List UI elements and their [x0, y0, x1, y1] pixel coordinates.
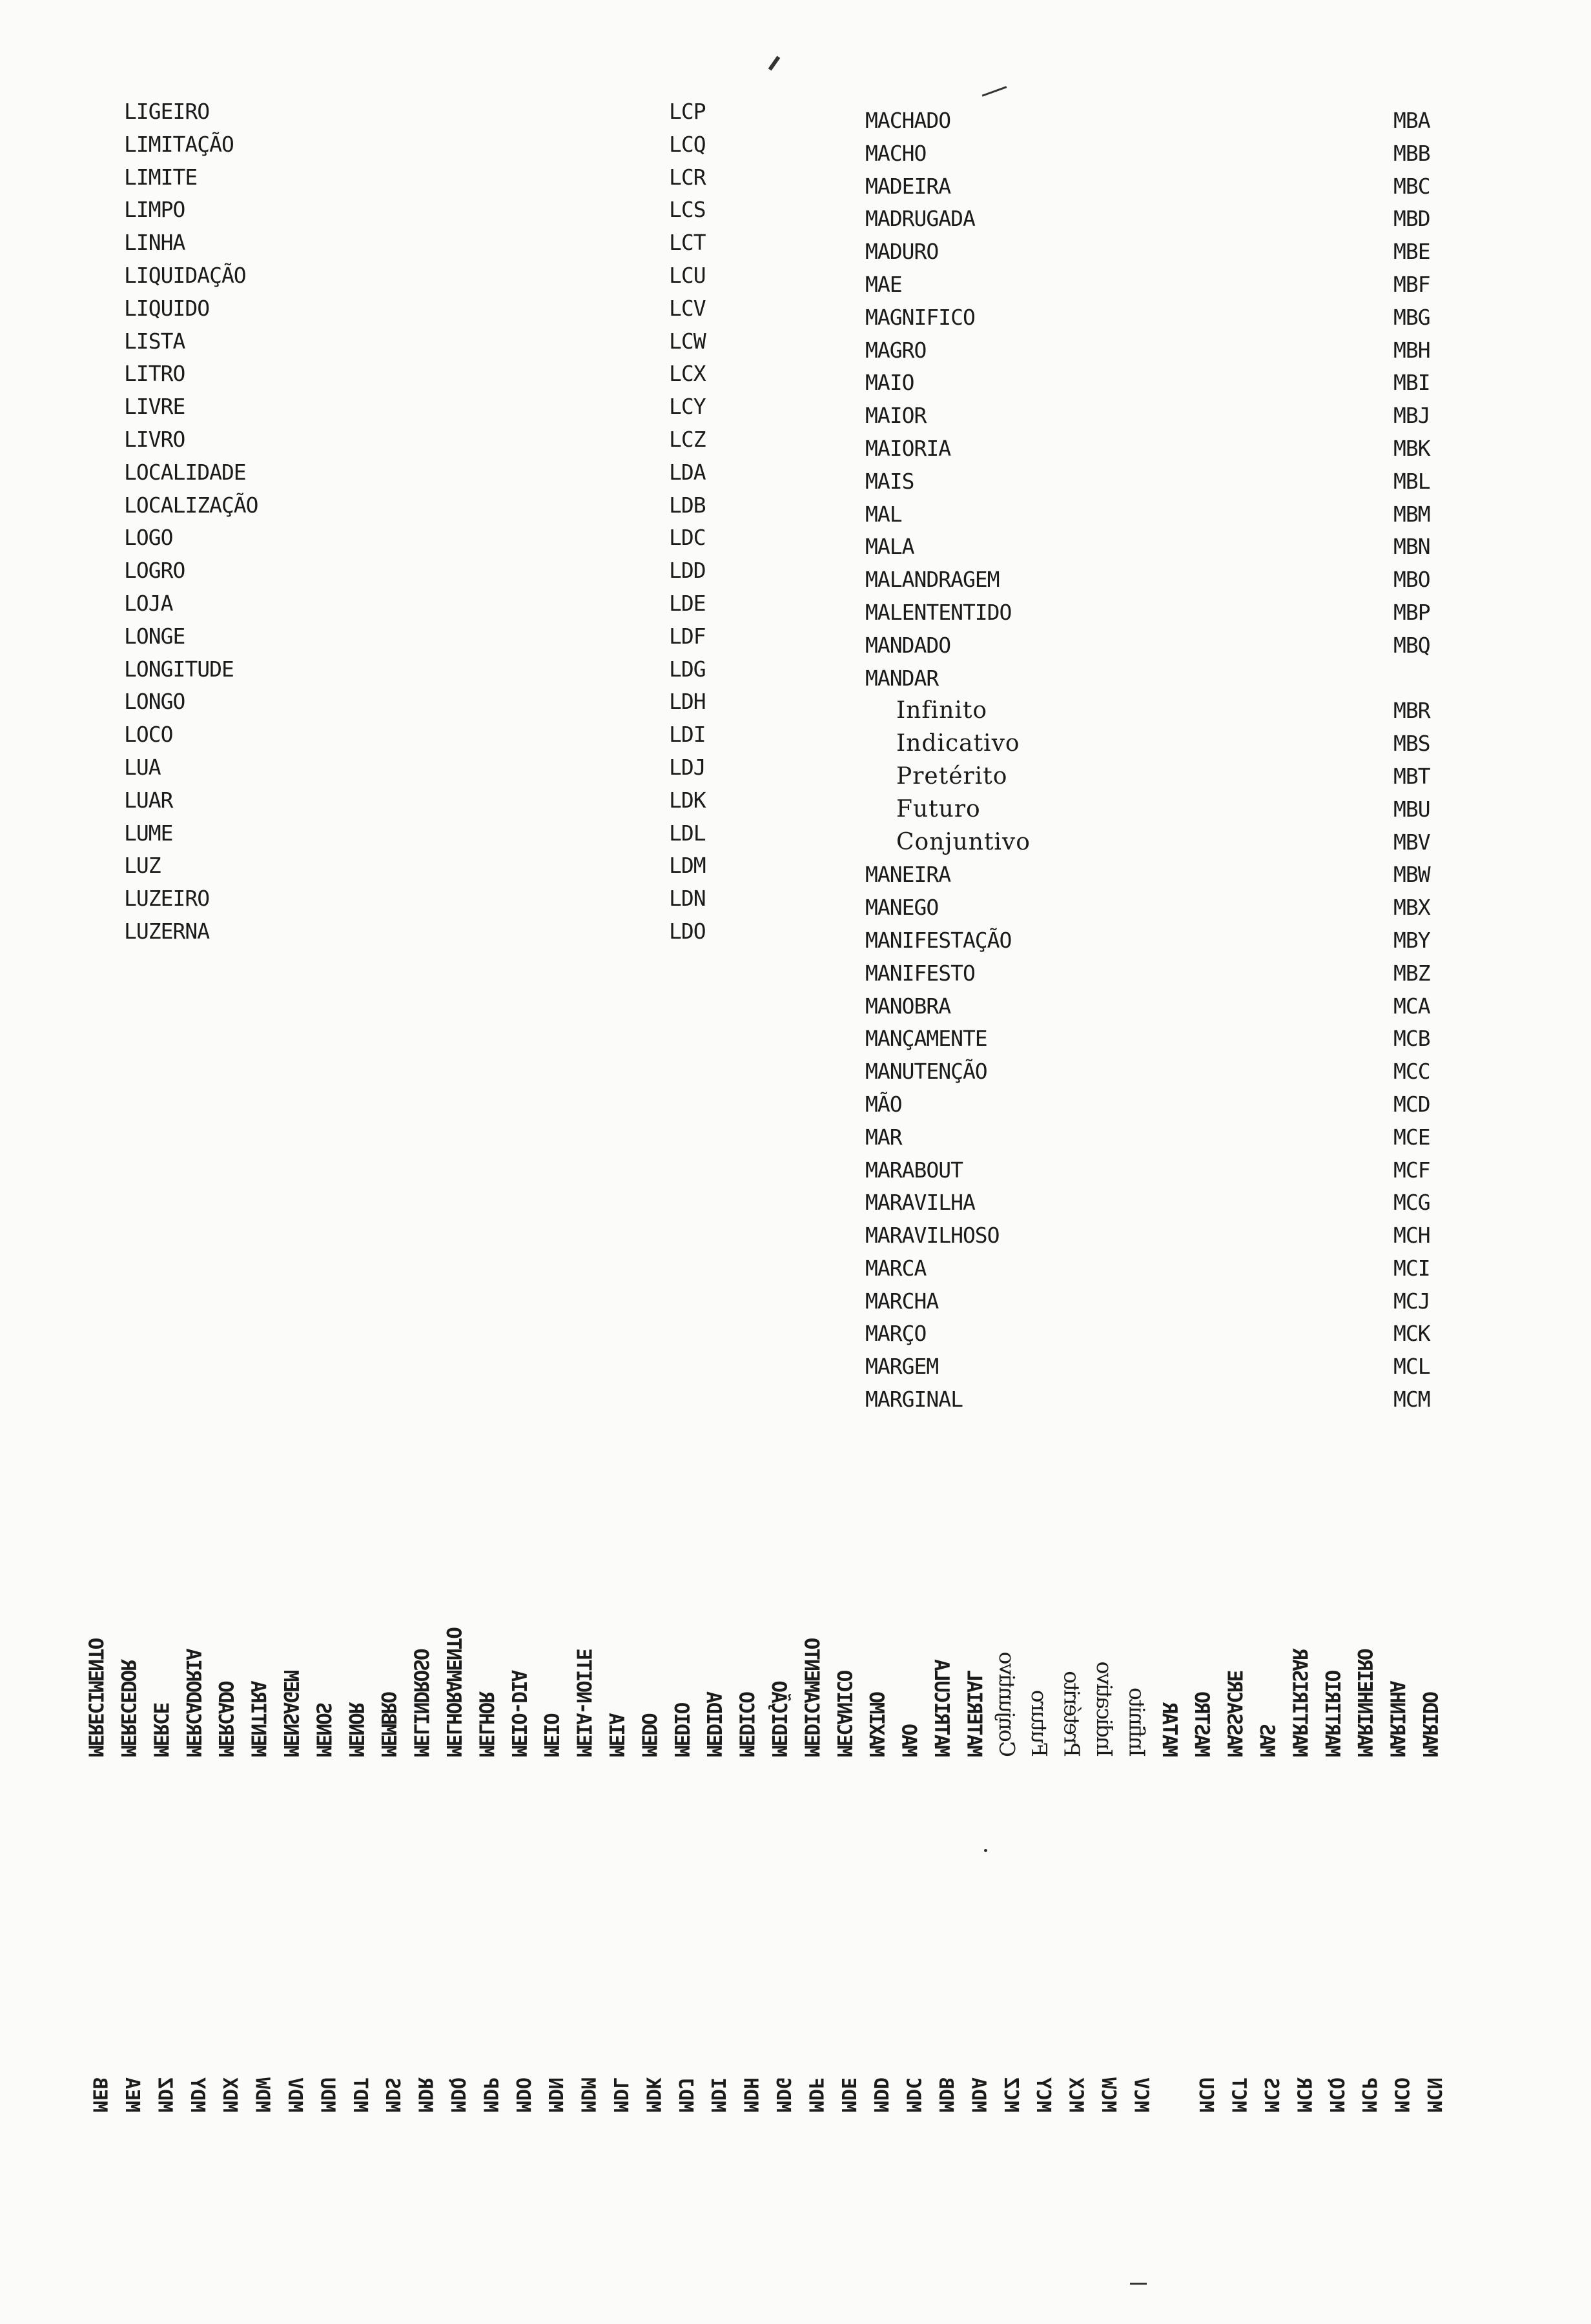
rotated-code-entry: MDS: [381, 2077, 404, 2113]
code-entry: MBL: [1393, 468, 1430, 494]
code-entry: MCB: [1393, 1026, 1430, 1052]
rotated-word-entry: Pretérito: [1059, 1672, 1085, 1757]
rotated-code-entry: MDU: [316, 2077, 339, 2113]
code-entry: LCX: [669, 361, 706, 387]
word-entry: LOCO: [124, 722, 173, 748]
code-entry: LDH: [669, 689, 706, 715]
code-entry: MCI: [1393, 1255, 1430, 1281]
rotated-word-entry: MELHORAMENTO: [442, 1628, 465, 1757]
word-entry: MARGEM: [865, 1354, 939, 1380]
word-entry: MARAVILHOSO: [865, 1223, 1000, 1249]
rotated-code-entry: MCR: [1292, 2077, 1315, 2113]
rotated-code-entry: MCS: [1260, 2077, 1282, 2113]
word-entry: MARGINAL: [865, 1387, 963, 1412]
code-entry: LDF: [669, 623, 706, 649]
word-entry: MANEIRA: [865, 862, 951, 888]
rotated-code-entry: MCW: [1097, 2077, 1120, 2113]
word-entry: LUZ: [124, 853, 161, 879]
code-entry: LDA: [669, 459, 706, 485]
word-entry: MAIO: [865, 370, 914, 396]
word-entry: LONGITUDE: [124, 656, 234, 682]
word-entry: MAE: [865, 271, 902, 297]
word-entry: MARÇO: [865, 1321, 927, 1347]
code-entry: MCG: [1393, 1190, 1430, 1216]
code-entry: LCY: [669, 394, 706, 420]
rotated-word-entry: Futuro: [1027, 1691, 1052, 1757]
code-entry: LCR: [669, 164, 706, 190]
rotated-code-entry: MCZ: [999, 2077, 1022, 2113]
code-entry: LCZ: [669, 426, 706, 452]
rotated-word-entry: MAXIMO: [865, 1693, 888, 1757]
rotated-code-entry: MCY: [1032, 2077, 1055, 2113]
word-entry: MAR: [865, 1124, 902, 1150]
rotated-word-entry: MEDIO: [669, 1703, 693, 1757]
code-entry: MBE: [1393, 239, 1430, 265]
code-entry: MBW: [1393, 862, 1430, 888]
word-entry: MANUTENÇÃO: [865, 1059, 987, 1085]
rotated-word-entry: MATERIAL: [962, 1671, 986, 1757]
rotated-code-entry: MCQ: [1324, 2077, 1348, 2113]
code-entry: MBP: [1393, 599, 1430, 625]
rotated-code-entry: MEB: [88, 2077, 111, 2113]
rotated-code-entry: MDT: [348, 2077, 371, 2113]
rotated-word-entry: MARINHA: [1385, 1682, 1409, 1757]
word-entry: LONGE: [124, 623, 185, 649]
rotated-word-entry: MEIO: [539, 1714, 563, 1757]
word-entry: MANEGO: [865, 895, 939, 921]
rotated-word-entry: MERCADO: [214, 1682, 238, 1757]
word-entry: Conjuntivo: [896, 828, 1031, 855]
right-code-column: [1393, 105, 1430, 1416]
scan-speck: [982, 86, 1007, 96]
code-entry: MCK: [1393, 1321, 1430, 1347]
word-entry: Pretérito: [896, 762, 1008, 790]
word-entry: MANIFESTAÇÃO: [865, 927, 1012, 953]
word-entry: LIQUIDAÇÃO: [124, 262, 246, 288]
code-entry: LDJ: [669, 754, 706, 780]
word-entry: MANIFESTO: [865, 960, 975, 986]
code-entry: MBG: [1393, 304, 1430, 330]
code-entry: MCH: [1393, 1223, 1430, 1249]
word-entry: MALENTENTIDO: [865, 599, 1012, 625]
rotated-code-entry: MDW: [251, 2077, 274, 2113]
rotated-word-entry: MARINHEIRO: [1353, 1649, 1377, 1757]
rotated-code-entry: MDX: [218, 2077, 241, 2113]
word-entry: MALA: [865, 534, 914, 560]
code-entry: MCL: [1393, 1354, 1430, 1380]
word-entry: MAIS: [865, 468, 914, 494]
word-entry: Indicativo: [896, 730, 1020, 757]
word-entry: LIQUIDO: [124, 295, 210, 321]
rotated-word-entry: MARIDO: [1418, 1693, 1441, 1757]
word-entry: LIVRE: [124, 394, 185, 420]
word-entry: MARCHA: [865, 1288, 939, 1314]
rotated-code-entry: MDI: [706, 2077, 730, 2113]
code-entry: LDM: [669, 853, 706, 879]
rotated-word-entry: MEDIDA: [702, 1693, 726, 1757]
rotated-code-entry: MDP: [478, 2077, 502, 2113]
rotated-word-entry: MAO: [897, 1725, 921, 1757]
rotated-code-entry: MDB: [934, 2077, 957, 2113]
left-word-column: [124, 96, 258, 948]
word-entry: LUZEIRO: [124, 886, 210, 912]
rotated-code-entry: MDH: [739, 2077, 762, 2113]
code-entry: MBI: [1393, 370, 1430, 396]
word-entry: LUME: [124, 820, 173, 846]
rotated-word-entry: MEIO-DIA: [506, 1671, 530, 1757]
rotated-code-entry: MCP: [1357, 2077, 1381, 2113]
rotated-code-entry: MCU: [1195, 2077, 1218, 2113]
rotated-code-entry: MDA: [967, 2077, 990, 2113]
word-entry: MADRUGADA: [865, 206, 975, 232]
word-entry: MARCA: [865, 1255, 927, 1281]
rotated-word-entry: MEIA-NOITE: [571, 1649, 595, 1757]
rotated-word-entry: MEDO: [637, 1714, 661, 1757]
code-entry: MBA: [1393, 108, 1430, 133]
scan-speck: [984, 1849, 987, 1852]
word-entry: MAGNIFICO: [865, 304, 975, 330]
code-entry: MCD: [1393, 1091, 1430, 1117]
word-entry: MAL: [865, 501, 902, 527]
rotated-code-entry: MDY: [185, 2077, 209, 2113]
rotated-code-entry: MDK: [641, 2077, 664, 2113]
word-entry: MACHADO: [865, 108, 951, 133]
rotated-word-entry: Conjuntivo: [994, 1653, 1020, 1757]
word-entry: LITRO: [124, 361, 185, 387]
code-entry: MCC: [1393, 1059, 1430, 1085]
word-entry: MANOBRA: [865, 993, 951, 1019]
code-entry: LDL: [669, 820, 706, 846]
code-entry: LDI: [669, 722, 706, 748]
rotated-code-entry: MDL: [609, 2077, 631, 2113]
code-entry: LDB: [669, 492, 706, 518]
code-entry: MCE: [1393, 1124, 1430, 1150]
code-entry: MBC: [1393, 173, 1430, 199]
word-entry: MANDAR: [865, 665, 939, 691]
left-code-column: [669, 96, 706, 948]
code-entry: LDO: [669, 918, 706, 944]
code-entry: LDN: [669, 886, 706, 912]
rotated-word-entry: MAS: [1255, 1725, 1278, 1757]
rotated-code-entry: MEA: [121, 2077, 143, 2113]
rotated-word-entry: MERCE: [149, 1703, 172, 1757]
code-entry: LCW: [669, 328, 706, 354]
code-entry: MCA: [1393, 993, 1430, 1019]
code-entry: MBN: [1393, 534, 1430, 560]
word-entry: MÃO: [865, 1091, 902, 1117]
word-entry: MARABOUT: [865, 1157, 963, 1183]
rotated-word-entry: MATAR: [1157, 1703, 1181, 1757]
word-entry: LOGRO: [124, 558, 185, 584]
rotated-word-entry: MEDICO: [734, 1693, 758, 1757]
rotated-code-entry: MDD: [869, 2077, 892, 2113]
rotated-word-entry: MERCADORIA: [181, 1649, 205, 1757]
code-entry: LCU: [669, 262, 706, 288]
code-entry: LCP: [669, 99, 706, 124]
word-entry: LUZERNA: [124, 918, 210, 944]
rotated-code-entry: MDZ: [153, 2077, 176, 2113]
rotated-word-entry: MEIA: [604, 1714, 628, 1757]
rotated-code-entry: MCN: [1422, 2077, 1445, 2113]
rotated-code-entry: MCT: [1227, 2077, 1250, 2113]
rotated-code-entry: MDE: [836, 2077, 859, 2113]
word-entry: LIGEIRO: [124, 99, 210, 124]
code-entry: MBY: [1393, 927, 1430, 953]
code-entry: MBZ: [1393, 960, 1430, 986]
right-word-column: [865, 105, 1031, 1416]
word-entry: LOJA: [124, 590, 173, 616]
word-entry: LIMPO: [124, 197, 185, 223]
rotated-code-entry: MCX: [1064, 2077, 1087, 2113]
rotated-code-entry: MDR: [413, 2077, 436, 2113]
code-entry: LCS: [669, 197, 706, 223]
code-entry: LDK: [669, 787, 706, 813]
code-entry: LCV: [669, 295, 706, 321]
code-entry: LCT: [669, 230, 706, 256]
code-entry: MCF: [1393, 1157, 1430, 1183]
rotated-word-entry: MATRICULA: [930, 1660, 953, 1757]
word-entry: LIMITE: [124, 164, 198, 190]
word-entry: MACHO: [865, 140, 927, 166]
rotated-word-entry: MENOR: [344, 1703, 367, 1757]
rotated-code-entry: MCV: [1129, 2077, 1153, 2113]
code-entry: MCM: [1393, 1387, 1430, 1412]
code-entry: MBV: [1393, 829, 1430, 855]
word-entry: Futuro: [896, 795, 981, 822]
code-entry: MBK: [1393, 435, 1430, 461]
rotated-word-entry: MEDIÇÃO: [767, 1682, 790, 1757]
rotated-code-entry: MDO: [511, 2077, 534, 2113]
rotated-word-entry: MASTRO: [1190, 1693, 1214, 1757]
word-entry: LIVRO: [124, 426, 185, 452]
rotated-code-entry: MDG: [772, 2077, 794, 2113]
rotated-code-entry: MDQ: [446, 2077, 469, 2113]
code-entry: LDG: [669, 656, 706, 682]
rotated-word-entry: MARTIRISAR: [1288, 1649, 1311, 1757]
rotated-word-entry: MENOS: [311, 1703, 335, 1757]
rotated-word-entry: MEDICAMENTO: [799, 1638, 823, 1757]
word-entry: LISTA: [124, 328, 185, 354]
rotated-word-entry: MECANICO: [832, 1671, 856, 1757]
rotated-word-entry: MEMBRO: [376, 1693, 400, 1757]
rotated-word-entry: MASSACRE: [1222, 1671, 1246, 1757]
code-entry: MBB: [1393, 140, 1430, 166]
word-entry: MALANDRAGEM: [865, 567, 1000, 593]
code-entry: MBU: [1393, 796, 1430, 822]
code-entry: MBQ: [1393, 632, 1430, 658]
rotated-code-entry: MDN: [544, 2077, 567, 2113]
rotated-word-entry: MARTIRIO: [1320, 1671, 1344, 1757]
rotated-code-entry: MDJ: [673, 2077, 697, 2113]
rotated-word-entry: MELINDROSO: [409, 1649, 433, 1757]
scan-speck: [1130, 2283, 1147, 2285]
word-entry: LUAR: [124, 787, 173, 813]
code-entry: MBT: [1393, 763, 1430, 789]
word-entry: LUA: [124, 754, 161, 780]
word-entry: LINHA: [124, 230, 185, 256]
word-entry: LIMITAÇÃO: [124, 131, 234, 157]
code-entry: MCJ: [1393, 1288, 1430, 1314]
word-entry: MARAVILHA: [865, 1190, 975, 1216]
rotated-code-entry: MDF: [804, 2077, 827, 2113]
code-entry: MBD: [1393, 206, 1430, 232]
word-entry: MADURO: [865, 239, 939, 265]
code-entry: MBR: [1393, 698, 1430, 724]
code-entry: [1393, 662, 1430, 695]
word-entry: MANDADO: [865, 632, 951, 658]
code-entry: MBX: [1393, 895, 1430, 921]
code-entry: LDC: [669, 525, 706, 551]
code-entry: MBS: [1393, 731, 1430, 757]
word-entry: MAIORIA: [865, 435, 951, 461]
code-entry: MBO: [1393, 567, 1430, 593]
word-entry: LOCALIZAÇÃO: [124, 492, 258, 518]
rotated-word-entry: MELHOR: [474, 1693, 498, 1757]
word-entry: MAIOR: [865, 403, 927, 429]
rotated-word-entry: MERECIMENTO: [83, 1638, 107, 1757]
rotated-code-entry: MDC: [901, 2077, 925, 2113]
scan-speck: [768, 56, 781, 70]
word-entry: MADEIRA: [865, 173, 951, 199]
rotated-word-entry: Indicativo: [1092, 1662, 1117, 1757]
rotated-word-entry: MERECEDOR: [116, 1660, 139, 1757]
word-entry: LONGO: [124, 689, 185, 715]
rotated-word-entry: MENTIRA: [246, 1682, 270, 1757]
code-entry: LDE: [669, 590, 706, 616]
code-entry: MBJ: [1393, 403, 1430, 429]
code-entry: MBF: [1393, 271, 1430, 297]
code-entry: LDD: [669, 558, 706, 584]
word-entry: LOCALIDADE: [124, 459, 246, 485]
word-entry: MANÇAMENTE: [865, 1026, 987, 1052]
rotated-code-entry: MCO: [1390, 2077, 1413, 2113]
rotated-word-entry: MENSAGEM: [279, 1671, 302, 1757]
word-entry: LOGO: [124, 525, 173, 551]
rotated-code-entry: MDV: [283, 2077, 306, 2113]
rotated-code-entry: MDM: [576, 2077, 599, 2113]
code-entry: MBH: [1393, 337, 1430, 363]
code-entry: LCQ: [669, 131, 706, 157]
word-entry: MAGRO: [865, 337, 927, 363]
word-entry: Infinito: [896, 697, 988, 724]
rotated-word-entry: Infinito: [1124, 1689, 1150, 1757]
code-entry: MBM: [1393, 501, 1430, 527]
